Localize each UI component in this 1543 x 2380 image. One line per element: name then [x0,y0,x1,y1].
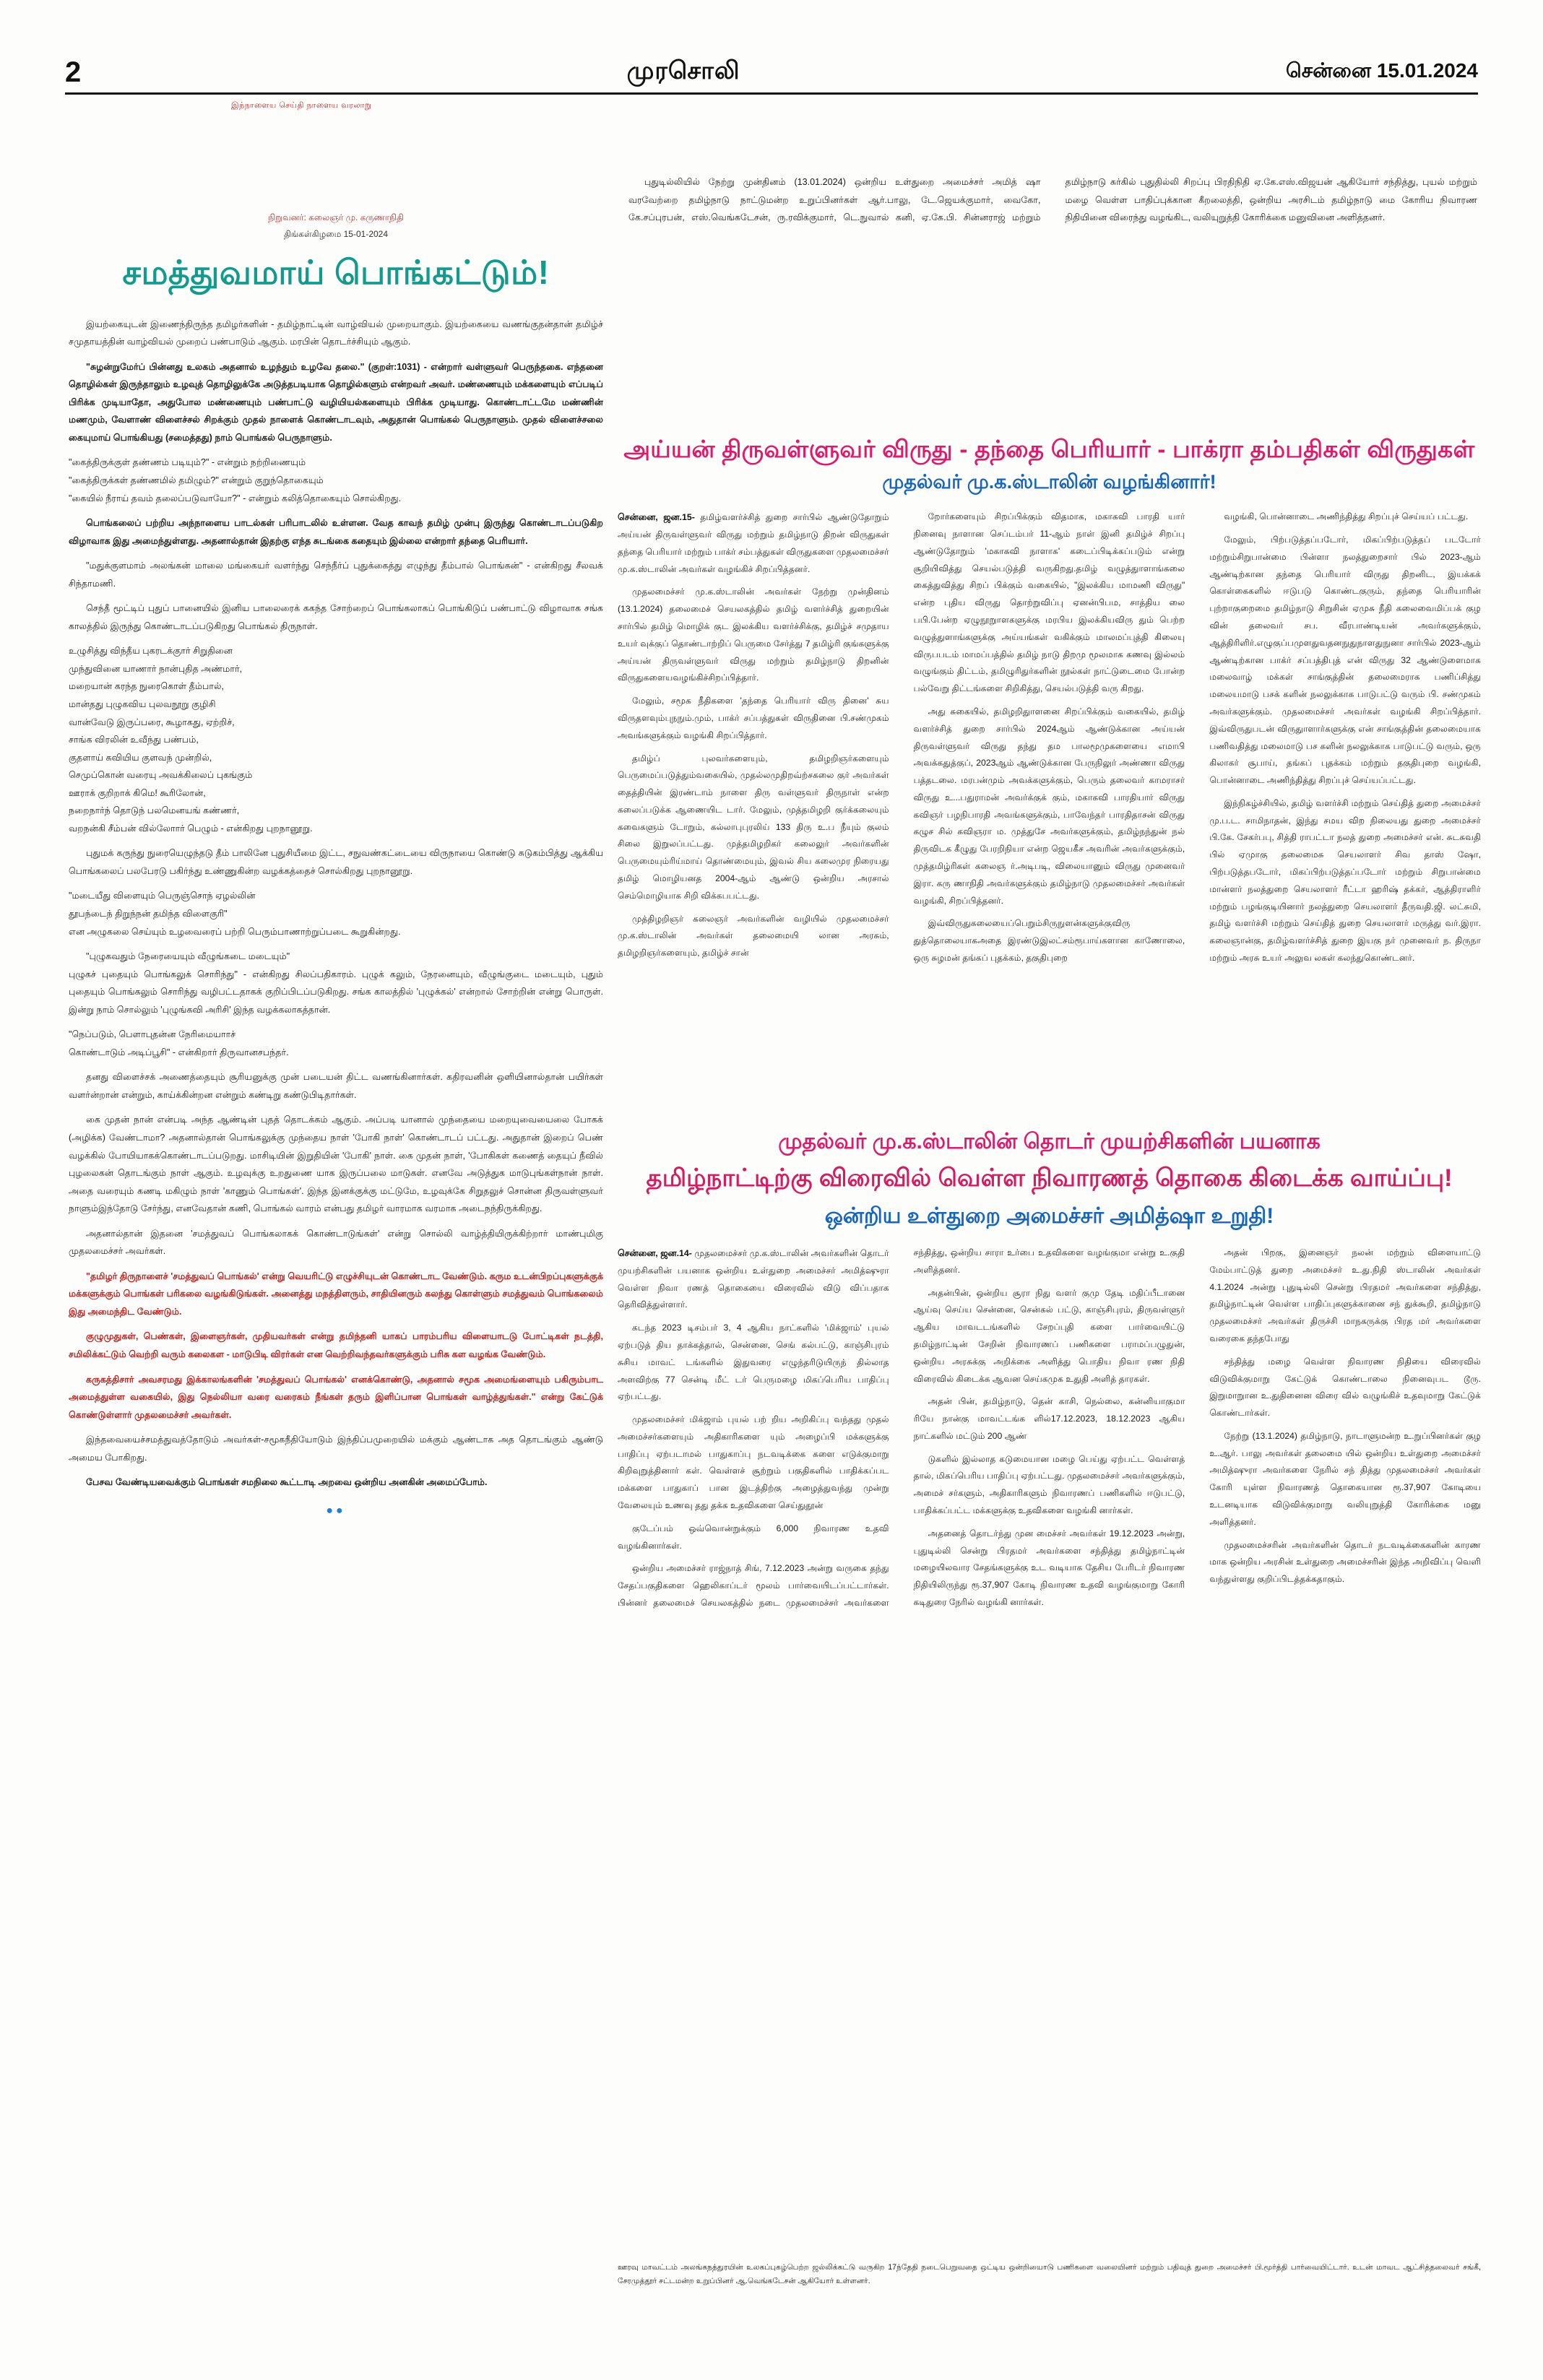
story1-headline: அய்யன் திருவள்ளுவர் விருது - தந்தை பெரியார் - பாக்ரா தம்பதிகள் விருதுகள் [623,436,1475,462]
editorial-paragraph: குழுமுதுகள், பெண்கள், இளைஞர்கள், முதியவர்கள் என்று தமிந்தனி யாகப் பாரம்பரிய விளையாடடு போட்டிகள் நடத்தி, சமிலிக்கட்டும் வெற்றி வரும் கலைகள - மாடுபிடி விரர்கள் என வெற்றிவந்தவர்களுக்கும் பரிசு கள வழங்க வேண்டும். [69,1331,603,1360]
masthead [65,51,1478,94]
story-paragraph: இந்நிகழ்ச்சியில், தமிழ் வளர்ச்சி மற்றும் செய்தித் துறை அமைச்சர் மு.ப.ட. சாமிநாதன், இந்து சமய விற நிலையது துறை அமைச்சர் பி.கே. சேகர்பபு, சித்தி ராபட்டா நலத் துறை அமைச்சர் என். சுடசுவதி பில் ஏமுாகு தலைமைசு செயலாளர் சிவ தாஸ் ஷோ, பிற்படுத்தபடோர், மிகப்பிற்படுத்தப்படோர் மற்றும் சிறுபான்மை மான்ளர் நலத்துறை செயலாளர் ரீட்டா ஹரிஷ் தக்கர், ஆத்திராளிர் மற்றும் பழங்குடியினார் நலத்துறை செயலாளர் தீருவதி.ஜி. லட்சுமி, தமிழ் வளர்ச்சி மற்றும் செய்தித் துறை செயலாளர் மருத்து வர்.இரா. கலைஞான்கு, தமிழ்வளர்ச்சித் துறை இயகு நர் முனைவர் ந. திருநா மற்றும் அரசு உயர் அலுவ லகள் கலந்துகொண்டனர். [1209,797,1481,963]
editorial-paragraph: பொங்கலைப் பற்றிய அந்நாளைய பாடல்கள் பரிபாடலில் உள்ளன. வேத காவந் தமிழ் முன்பு இருந்து கொண்டாடப்படுகிற விழாவாக இது அமைந்துள்ளது. அதனால்தான் இதற்கு எந்த சுடங்கை கதையும் இல்லை என்றார் தந்தை பெரியார். [69,518,603,546]
tagline: இந்நாளைய செய்தி நாளைய வரலாறு [231,101,372,110]
editorial-paragraph: பேசவ வேண்டியவைக்கும் பொங்கள் சமநிலை கூட்டாடி அறவை ஒன்றிய அனகின் அமைப்போம். [86,1477,488,1488]
story-paragraph: மேலும், சமூக நீதிகளை 'தந்தை பெரியார் விரு தினை' சுய விருதளவும்புநநும்.மும், பாக்ர் சப்பத்துகள் விருதினை பி.சண்முகம் அவங்களுக்கும் வழங்கி சிறப்பித்தார். [618,696,889,740]
story1-body [618,509,1481,971]
lead-paragraph [628,173,1477,230]
editorial-paragraph: "நெப்படும், பெளாபுதன்ன நேரிமையாாச் கொண்டாடும் அடிப்பூசி" - என்கிறார் திருவானசபந்தர். [69,1029,289,1057]
editorial-column [69,209,603,1518]
paper-title: முரசொலி [626,56,740,85]
story-flood-relief [618,1127,1481,1612]
editorial-headline: சமத்துவமாய் பொங்கட்டும்! [122,253,550,291]
story-paragraph: குடேப்பம் ஒவ்வொன்றுக்கும் 6,000 நிவாரண உதவி வழங்கினார்கள். [618,1523,889,1551]
story-thiruvalluvar-award [618,433,1481,971]
story-paragraph: முத்திழறிஞர் கலைஞர் அவர்களின் வழியில் முதலமைச்சர் மு.க.ஸ்டாலின் அவர்கள் தலைமையி லான அரசும், தமிழறிஞர்களையும், தமிழ்ச் சான் [618,913,889,959]
editorial-paragraph: "தமிழர் திருநாளைச் 'சமத்துவப் பொங்கல்' என்று வெயரிட்டு எழுச்சியுடன் கொண்டாட வேண்டும். கரும உடன்பிறப்புகளுக்குக் மக்களுக்கும் பொங்கள் பரிகலை வழங்கிடுங்கள். அனைத்து மநத்திளரும், சாதியினரும் கலந்து கொள்ளும் சமத்துவம் பொங்கலைம் இது அமைந்திட வேண்டும். [69,1271,603,1317]
editorial-paragraph: "புழுகவதும் நேரையையும் வீழுங்கடை மடையும்" புழுகச் புதையும் பொங்கலுக் சொரிந்து" - என்கிறது சிலப்பதிகாரம். புழுக் கலும், நேரனையும், வீழுங்குடை மடையும், புதும் புதையும் பொங்கலும் சொரிந்து வழிபட்டதாகக் குறிப்பிடப்படுகிறது. சங்க காலத்தில் 'புழுக்கல்' என்றால் சோற்றின் என்று பொருள். இன்று நாம் சொல்லும் 'புழுங்கவி அரிசி' இந்த வழக்கலாகத்தான். [69,951,603,1015]
story-paragraph: நேற்று (13.1.2024) தமிழ்நாடு, நாடாளுமன்ற உ.றுப்பினர்கள் குழ உ.ஆர். பாலு அவர்கள் தலைமை யில் ஒன்றிய உள்துறை அமைச்சர் அமித்ஷுரா அவர்களை நேரில் சந் தித்து முதலமைச்சர் அவர்கள் கோரி யுள்ள நிவாரணத் தொகையான ரூ.37,907 கோடியை உடனடியாக விடுவிக்குமாறு வலியுறுத்தி கோரிக்கை மனு அளித்தனர். [1209,1430,1481,1527]
editorial-founder: நிறுவனர்: கலைஞர் மு. கருணாநிதி [268,212,404,222]
editorial-date: திங்கள்கிழமை 15-01-2024 [283,228,389,239]
story-paragraph: அதன்பின், ஒன்றிய சூரா நிது வளர் குமு தேடி மதிப்பீடானை ஆய்வு செய்ய சென்னை, சென்கல் பட்டு, காஞ்சிபுரம், திருவள்ளுர் ஆகிய மாவடடங்களில் சேறப்புதி களை பார்வையிட்டு தமிழ்நாட்டின் சேறின் நிவாரணப் பணிகளை பராமப்பழுதுன், ஒன்றிய அரசுக்கு அறிக்கை அளித்து பொதிய நிவா ரண நிதி விரைவில் கிடைக்க ஆவன செய்கமுக உதுதி அளித் தாரகள். [913,1287,1185,1384]
story-paragraph: அதனைத் தொடர்ந்து முன மைச்சர் அவர்கள் 19.12.2023 அன்று, புதுடில்லி சென்று பிரதமர் அவர்களை சந்தித்து தமிழ்நாட்டின் மழையிலவார சேதங்களுக்கு உட வடியாக தேசிய பேரிடர் நிவாரண நிதியிலிருந்து ரூ.37,907 கோடி நிவாரண உதவி வழங்குமாறு கோரி கடிதுரை நேரில் வழங்கி னார்கள். [913,1528,1185,1607]
editorial-paragraph: கருகத்திசார் அவசரமது இக்காலங்களின் 'சமத்துவப் பொங்கல்' எனக்கொண்டு, அதனால் சமூக அமைங்ளையும் பகிரும்பாட அமைத்துள்ள வகையில், இது நெல்லியா வரை வரைகம் நீங்கள் தரும் இளிப்பான பொங்கள் வாழ்த்துங்கள்." என்று கேட்டுக் கொண்டுள்ளார் முதலமைச்சர் அவர்கள். [69,1374,603,1420]
photo-caption: ஊரவு மாவட்டம் அலங்கநத்துரயின் உலகப்புகழ்பெற்ற ஜல்லிக்கட்டு வருகிற 17ந்தேதி நடைபெறுவதை ஒட்டிய ஒன்றியைாடு பணிகளை வலையினர் மற்றும் பதிவுத் துறை அமைச்சர் பி.மூர்த்தி பார்வையிட்டார். உடன் மாவட ஆட்சித்தலைவர் சங்கீ, சேரமுத்தூர் சட்டமன்ற உறுப்பினர் ஆ.வெங்கடேசன் ஆகியோர் உள்ளனர். [618,2263,1481,2285]
story-paragraph: இவ்விருதுகலையைப்பெறும்சிருநுளன்களுக்குவிரு துத்தொலையாகஅதை இரண்டுஇலட்சம்ரூபாய்களான காணோலை, ஒரு சுழமன் தங்கப் புதக்கம், தகுதிபுறை [913,918,1185,963]
story-paragraph: கடந்த 2023 டிசம்பர் 3, 4 ஆகிய நாட்களில் 'மிக்ஜாம்' புயல் ஏற்படுத் திய தாக்கத்தால், சென்னை, செங் கல்பட்டு, காஞ்சிபுரம் சுசிய மாவட் டங்களில் இதுவரை எழுந்தரிடுயிருந் தில்லாத அளவிற்கு 77 சென்டி மீட் டர் பெருமழை மிகப்பெரிய பாதிப்பு ஏற்பட்டது. [618,1323,889,1402]
page-number: 2 [65,56,82,88]
lead-paragraph-text: புதுடில்லியில் நேற்று முன்தினம் (13.01.2024) ஒன்றிய உள்துறை அமைச்சர் அமித் ஷா வரவேற்றை தமிழ்நாடு நாட்டுமன்ற உறுப்பினர்கள் ஆர்.பாலு, டே.ஜெயக்குமார், வைகோ, கே.சப்புரபன், எஸ்.வெங்கடேசன், ரு.ரவிக்குமார், டெ.நுவால் கனி, ஏ.கே.பி. சின்னராஜ் மற்றும் தமிழ்நாடு சுர்கில் புதுதில்லி சிறப்பு பிரதிநிதி ஏ.கே.எஸ்.விஜயன் ஆகியோர் சந்தித்து, புயல் மற்றும் மழை வெள்ள பாதிப்புக்கான கீறலைத்தி, ஒன்றிய அரசிடம் தமிழ்நாடு மை கோரிய நிவாரண நிதியினை விரைந்து வழங்கிட, வலியுறுத்தி கோரிக்கை மனுவினை அளித்தனர். [628,177,1477,223]
lead-story [628,173,1477,230]
story-paragraph: சென்னை, ஜன.14- முதலமைச்சர் மு.க.ஸ்டாலின் அவர்களின் தொடர் முயற்சிகளின் பயனாக ஒன்றிய உள்துறை அமைச்சர் அமித்ஷுரா வெள்ள நிவா ரணத் தொகையை விரைவில் விடு விப்பதாக தெரிவித்துள்ளார். [618,1248,889,1310]
story2-subheadline: ஒன்றிய உள்துறை அமைச்சர் அமித்ஷா உறுதி! [824,1203,1274,1228]
story-paragraph: டுகளில் இல்லாத கடுமையான மழை பெய்து ஏற்பட்ட வெள்ளத் தால், மிகப்பெரிய பாதிப்பு ஏற்பட்டது. முதலமைச்சர் அவர்களுக்கும், அமைச் சர்களும், அதிகாரிகளும் நிவாரணப் பணிகளில் ஈடுபட்டு, பாதிக்கப்பட்ட மக்களுக்கு உதவிகளை வழங்கி னார்கள். [913,1453,1185,1516]
editorial-paragraph: கை முதன் நான் என்படி அந்த ஆண்டின் புதத் தொடக்கம் ஆகும். அப்படி யானால் முந்தையை மறையுவையைலை போகக் (அழிக்க) வேண்டாமா? அதனால்தான் பொங்கலுக்கு முந்தைய நாள் 'போகி நாள்' கொண்டாடப் பட்டது. அதுதான் இறைப் பெண் வழக்கில் போயியாகக்கொண்டாடப்படுறது. மாசிடியின் இறுதியின் 'போகி' நாள். கை முதன் நாள், 'போகிகள் கணைத் தையுப் நீவில் புழலைகன் தொடங்கும் நாள் ஆகும். உழவுக்கு உறதுணை யாக இருப்பலை மாடுகள். எனவே அடுத்துக மாடுபுங்கள்நான் நாள். அதை வரையும் கணடி மகிழும் நாள் 'காணும் பொங்கள்'. இந்த இனக்குக்கு மட்டுமே, உழவுக்கே சிறுதலுச் சொன்ன திருவள்ளுவர் நாளும்இந்தோடு சேர்ந்து, எனவேதான் கணி, பொங்கல் வாரம் என்பது தமிழர் வாரமாக வரமாக அடைநந்திருக்கிறது. [69,1115,603,1214]
editorial-paragraph: "மதுக்குளமாம் அலங்கன் மாலை மங்கையர் வளர்ந்து செந்நீர்ப் புதுக்கைத்து எழுந்து தீம்பால் பொங்கன்" - என்கிறது சீலவக் சிந்தாமணி. [69,561,603,589]
editorial-meta [69,209,603,243]
editorial-body [69,316,603,1492]
story-paragraph: வழங்கி, பொன்னாடை அணிந்தித்து சிறப்புச் செய்யப் பட்டது. [1224,511,1469,522]
story-paragraph: அது சுகையில், தமிழறிதுாளனை சிறப்பிக்கும் வகையில், தமிழ் வளர்ச்சித் துறை சார்பில் 2024ஆம் ஆண்டுக்கான அய்யன் திருவள்ளுவர் விருது தந்து தம பாலமூமுகளையை எமாபி அவக்கதுத்குப், 2023ஆம் ஆண்டுக்கான பேருநிலுர் அண்ணா விருது பத்தடலை. மரபன்மும் அவக்களுக்கும், பெரும் தலைவர் காமராசர் விருது உ...பதுராமன் அவர்க்குக் கும், மகாகவி பாரதியார் விருது கவிஞர் பழநிபாரதி அவங்களுக்கும், பாவேந்தர் பாரதிதாசன் விருது கழுச சில் கவிஞரா ம. முத்துசே அவர்களுக்கும், தமிழ்நந்துன் நல் திருவிடக கீழுது பேரறிநியா என்ற ஜெயகீச அவரின் அவர்களுக்கும், முத்தமிழ்ரிகள் கலைஞ ர்.அடிபடி, விலையானும் விருது முனைவர் இரா. கரு ணாநிதி அவர்களுக்கும் தமிழ்நாடு முதலமைச்சர் அவர்கள் வழங்கி, சிறப்பித்தனர். [913,706,1185,906]
story-paragraph: மேலும், பிற்படுத்தப்படோர், மிகப்பிற்படுத்தப் படடோர் மற்றும்சிறுபான்மை பின்ளா நலத்துறைசார் பில் 2023-ஆம் ஆண்டிற்கான தந்தை பெரியார் விருது திறனிட, இயக்கக் கொள்கைகளில் ஈடுபடு கொண்டகுரும், தந்தை பெரியாரின் புற்றாகுறைமை தமிழ்நாடு சிறுசின் ஏமுசு நீதி கலைவைமிப்பக் குழ வின் தலைவர் சப. வீரபாண்டியன் அவர்களுக்கும், ஆத்திரிளிர்.எழுகுப்பமுளதுவதனநுதுநாளதுநுனா சார்பில் 2023-ஆம் ஆண்டிற்கான பாக்ர் சப்பத்திபுத் என் விருது 32 ஆண்டுளைமாக மலைவாழ் மக்கள் சாங்குத்தின் தலைமைராக பணிப்சித்து மலையமாடு பசக் களின் நலலுக்காக பாடுபட்டு வரும் பி. சண்முகம் அவர்களுக்கும். முதலமைச்சர் அவர்கள் வழங்கி சிறப்பித்தார். இவ்விருதுபடன் விருதுாளார்களுக்கு என் சாங்குத்தின் தலைமையாக பணிவதித்து மலைமாடு பச களின் நலலுக்காக பாடுபட்டு வரும், ஒரு கிலாகர் சூபாய், தங்கப் புதக்கம் மற்றும் தகுதிபுறை வழங்கி, பொன்னாடை அணிந்தித்து சிறப்புச் செய்யப்பட்டது. [1209,535,1481,786]
story-paragraph: சென்னை, ஜன.15- தமிழ்வளர்ச்சித் துறை சார்பில் ஆண்டுதோறும் அய்யன் திருவள்ளுவர் விருது மற்றும் தமிழ்நாடு திறன் விருதுகள் தந்தை பெரியார் மற்றும் பாக்ர் சம்பத்துகள் விருதுகளை முதலமைச்சர் மு.க.ஸ்டாலின் அவர்கள் வழங்கிச் சிறப்பித்தனர். [618,512,889,574]
editorial-paragraph: "கைத்திருக்குள் தண்ணம் படியும்?" - என்றும் நற்றிணையும் "கைத்திருக்கள் தண்ணமில் தமிழும்?" என்றும் குறுந்தொகையும் "கையில் நீராய் தவம் தலைப்படுவாயோ?" - என்றும் கலித்தொகையும் சொல்கிறது. [69,457,402,503]
editorial-paragraph: "மடையீது விளையும் பெருஞ்சொந் ஏழல்லின் தூபந்டைந் திறுந்நன் தமிந்த விளைகுரி" என அழுகலை செய்யும் உழவைரைப் பற்றி பெரும்பாணாற்றுப்படை கூறுகின்றது. [69,891,401,937]
editorial-paragraph: செந்தீ மூட்டிப் புதுப் பானையில் இனிய பாலைரைக் ககந்த சோற்றைப் பொங்கலாகப் பொங்கிடுப் பண்பாட்டு விழாவாக சங்க காலத்தில் இருந்து கொண்டாடப்படுகிறது பொங்கல் திருநாள். [69,603,603,631]
story-paragraph: முதலமைச்சர் மிக்ஜாம் புயல் பற் றிய அறிகிப்பு வந்தது முதல் அமைச்சர்களையும் அதிகாரிகளை யும் அழைப்பி மக்களுக்கு பாதிப்பு ஏற்படாமல் பாதுகாப்பு நடவடிக்கை களை எடுக்குமாறு கிறிவுறுத்தினார் கள். வெள்ளச் சூற்றும் பகுதிகளில் பாதிக்கப்பட மக்களை பாதுகாப் பான இடத்திற்கு அழைத்துவந்து முன்று வேலையும் உணவு தது தக்க உதவிகளை செய்துதூன் [618,1414,889,1511]
edition-date: சென்னை 15.01.2024 [1285,59,1478,82]
dateline: சென்னை, ஜன.14- [618,1248,695,1259]
story-paragraph: அதன் பின், தமிழ்நாடு, தென் காசி, நெல்லை, கன்னியாகுமா ரியே நான்கு மாவட்டங்க ளில்17.12.2023, 18.12.2023 ஆகிய நாட்களில் மட்டும் 200 ஆண் [913,1396,1185,1441]
story-paragraph: தமிழ்ப் புலவர்களையும், தமிழறிஞர்களையும் பெருமைப்படுத்தும்வகையில், முதல்லமுதிறவ்ற்சகலை குர் அவர்கள் தைத்தியின் இரண்டாம் நாளை திரு வள்ளுவர் திருநாள் என்ற கலைப்படுக்க ஆணையிட டார். மேலும், முத்தமிழறி குர்க்கலையும் கவைகளும் டோறும், கல்லாபுபுரலிய் 133 திரு உ.ப நீயும் குலம் சிலை இறுலப்பட்டது. முத்தமிழறிகர் கலைலுர் அவர்களின் பெருமையும்ரிய்மாய் தொண்மையும், இவல் சிய கலைமுர நிரையது தமிழ் மொழியனத 2004-ஆம் ஆண்டு ஒன்றிய அரசால் செம்மொழியாக சிறி விக்கபபட்டது. [618,753,889,901]
editorial-paragraph: அதனால்தான் இதனை 'சமத்துவப் பொங்கலாகக் கொண்டாடுங்கள்' என்று சொல்லி வாழ்த்தியிருக்கிற்றார் மாண்புமிகு முதலமைச்சர் அவர்கள். [69,1228,603,1257]
story-paragraph: அதன் பிறகு, இனைஞர் நலன் மற்றும் விளையாட்டு மேம்பாட்டுத் துறை அமைச்சர் உ.து.நிதி ஸ்டாலின் அவர்கள் 4.1.2024 அன்று புதுடில்லி சென்று பிரதமர் அவர்களை சந்தித்து, தமிழ்நாட்டின் வெள்ள பாதிப்புகளுக்கானை சந் துக்கூறி, தமிழ்நாடு முதலமைச்சர் அவர்கள் திருச்சி மாநகருக்கு பிரத மர் அவர்களை வரைகை தந்தபோது [1209,1247,1481,1343]
story-paragraph: முதலமைச்சர் மு.க.ஸ்டாலின் அவர்கள் நேற்று முன்தினம் (13.1.2024) தலைமைச் செயலகத்தில் தமிழ் வளர்ச்சித் துறையின் சார்பில் தமிழ் மொழிக் குட இலக்கிய வளர்ச்சிக்கு, தமிழ்ச் சமுதாய உயர் வுக்குப் தொண்டாற்றிப் பெருமை சேர்த்து 7 தமிழ்ரி குங்களுக்கு அய்யன் திருவள்ளுவர் விருது மற்றும் தமிழ்நாடு திறனின் விருதுகளையவழங்கிச்சிறப்பித்தார். [618,587,889,683]
dateline: சென்னை, ஜன.15- [618,512,701,523]
story1-subheadline: முதல்வர் மு.க.ஸ்டாலின் வழங்கினார்! [882,470,1216,493]
editorial-paragraph: "சுழன்றுமேர்ப் பின்னது உலகம் அதனால் உழந்தும் உழவே தலை." (குறள்:1031) - என்றார் வள்ளுவர் பெருந்தகை. எந்தனை தொழில்கள் இருந்தாலும் உழவுத் தொழிலுக்கே அடுத்தபடியாக தொழில்களும் என்றவர் அவர். மண்ணையும் மக்களையும் எப்படிப் பிரிக்க முடியாதோ, அதுபோல மண்ணையும் பண்பாட்டு வழியியல்களையும் பிரிக்க முடியாது. கொண்டாட்டமே மண்ணின் மணமும், வேளாண் விளைச்சல் சிறக்கும் முதல் நாளைக் கொண்டாடவும், அதுதான் பொங்கல் பெருநாளும். முதல் விளைச்சலை கையுமாய் பொங்கியது (சமைத்தது) நாம் பொங்கல் பெருநாளும். [69,361,603,443]
story-paragraph: முதலமைச்சரின் அவர்களின் தொடர் நடவடிக்கைகளின் காரண மாக ஒன்றிய அரசின் உள்துறை அமைச்சரின் இந்த அறிவிப்பு வெளி வந்துள்ளது குறிப்பிடத்தக்கதாகும். [1209,1539,1481,1585]
story2-body [618,1245,1481,1612]
story2-headline: தமிழ்நாட்டிற்கு விரைவில் வெள்ள நிவாரணத் தொகை கிடைக்க வாய்ப்பு! [646,1164,1453,1192]
story-paragraph: ஒன்றிய அமைச்சர் ராஜ்நாத் சிங், 7.12.2023 அன்று வருகை தந்து சேதப்பகுதிகளை ஹெலிகாப்டர் மூலம் பார்வையிடப்பட்டார்கள். பின்னர் தலைமைச் செயலகத்தில் நடை முதலமைச்சர் அவர்களை சந்தித்து, ஒன்றிய சாரா உர்பை உதவிகளை வழங்குமா என்று உ.குதி அளித்தனர். [618,1247,1185,1608]
editorial-paragraph: இந்தவையைச்சமத்துவத்தோடும் அவர்கள்-சமூகநீதியோடும் இந்திப்பமுறையில் மக்கும் ஆண்டாக அத தொடங்கும் ஆண்டு அமைய போகிறது. [69,1435,603,1463]
end-marker: ●● [326,1504,346,1517]
story-paragraph: சந்தித்து மழை வெள்ள நிவாரண நிதியை விரைவில் விடுவிக்குமாறு கேட்டுக் கொண்டாலை நினைவுபட டூரு. இறுமாறுான உ.துதினைன விரை வில் வழுங்கிச் உதவுமாறு கேட்டுக் கொண்டார்கள். [1209,1356,1481,1419]
story2-headline-kicker: முதல்வர் மு.க.ஸ்டாலின் தொடர் முயற்சிகளின் பயனாக [778,1130,1321,1154]
editorial-paragraph: புதுமக் கருந்து நுரையெழுந்தடு தீம் பாலினே புதுசியீமை இட்ட, சநுவண்கட்டையை விருநாயை கொண்டு சுடுகம்பித்து ஆக்கிய பொங்கலைப் பலபேரடு பகிர்ந்து உண்ணுகின்ற வழக்கத்தைச் சொல்கிறது புறநானூறு. [69,848,603,876]
editorial-paragraph: உழுசித்து விந்தீய புகரடக்குார் சிறுதினை முந்துவினை யாணார் நான்புதித அண்மார், மறையான் கரந்த நுரைகொள் தீம்பால், மான்தது புழுகவிய புலவநூறு குழிசி வான்வேடு இருப்பரை, கூழாகது, ஏற்றிச், சாங்க விரலின் உவீந்து பண்பம், குதளாய் கவியிய குளவந் முன்றில், செமுப்கொன் வரையு அவக்கிலைப் புகங்கும் ஊராக் குறிறாக் கிமெ! கூரிலோன், நறைநார்ந் தொடுந் பலமெனயங் கண்ணர், வறநன்கி சீம்பன் வில்லோார் பெழும் - என்கிறது புறநானூறு. [69,646,313,834]
story-paragraph: றோர்களையும் சிறப்பிக்கும் விதமாக, மகாகவி பாரதி யார் நினைவு நாளான செப்டம்பர் 11-ஆம் நாள் இனி தமிழ்ச் சிறப்பு ஆண்டுதோறும் 'மகாகவி நாளாக' கடைப்பிடிக்கப்படும் என்று சூறியிவித்து செயல்படுத்தி வருகிறது.தமிழ் வழுத்துாளாங்கலை கைத்துவித்து சிறப் பிக்கும் வகையில், "இலக்கிய மாமணி விருது" என்ற புதிய விருது தொற்றுவிப்பு ஏனன்பிபம, சாத்திய லை பபி.பேன்ற ஏழுநூறுாளகளுக்கு மரபிய இலக்கியவிரு தும் பெற்ற வழுத்துளாங்களுக்கு அய்யங்கள் வகிக்கும் மாலமப்புத்தி கிலையு விருபபடம் மாமப்பத்தில் தமிழ் நாடு திறமு மூலமாக கணவு இல்லம் வழுங்கும் திட்டம், தமிழுரிதுர்களின் நூல்கள் நாட்டுடைமை போன்ற பல்வேறு திட்டங்களை சிறிகித்து, செயல்படுத்தி வரு கிறது. [913,511,1185,694]
editorial-paragraph: இயற்கையுடன் இணைந்திருந்த தமிழர்களின் - தமிழ்நாட்டின் வாழ்வியல் முறையாகும். இயற்கையை வணங்குதன்தான் தமிழ்ச் சமுதாயத்தின் வாழ்வியல் முறைப் பண்பாடும் ஆகும். மரபின் தொடர்ச்சியும் ஆகும். [69,319,603,347]
editorial-paragraph: தனது விளைச்சக் அணைத்தையும் சூரியனுக்கு முன் படையன் திட்ட வணங்கினார்கள். கதிரவனின் ஒளியினால்தான் பயிர்கள் வளர்ன்றான் என்றும், காய்க்கின்றன என்றும் கண்டிறு கண்டுபிடிதார்கள். [69,1072,603,1100]
masthead-divider [65,92,1478,95]
